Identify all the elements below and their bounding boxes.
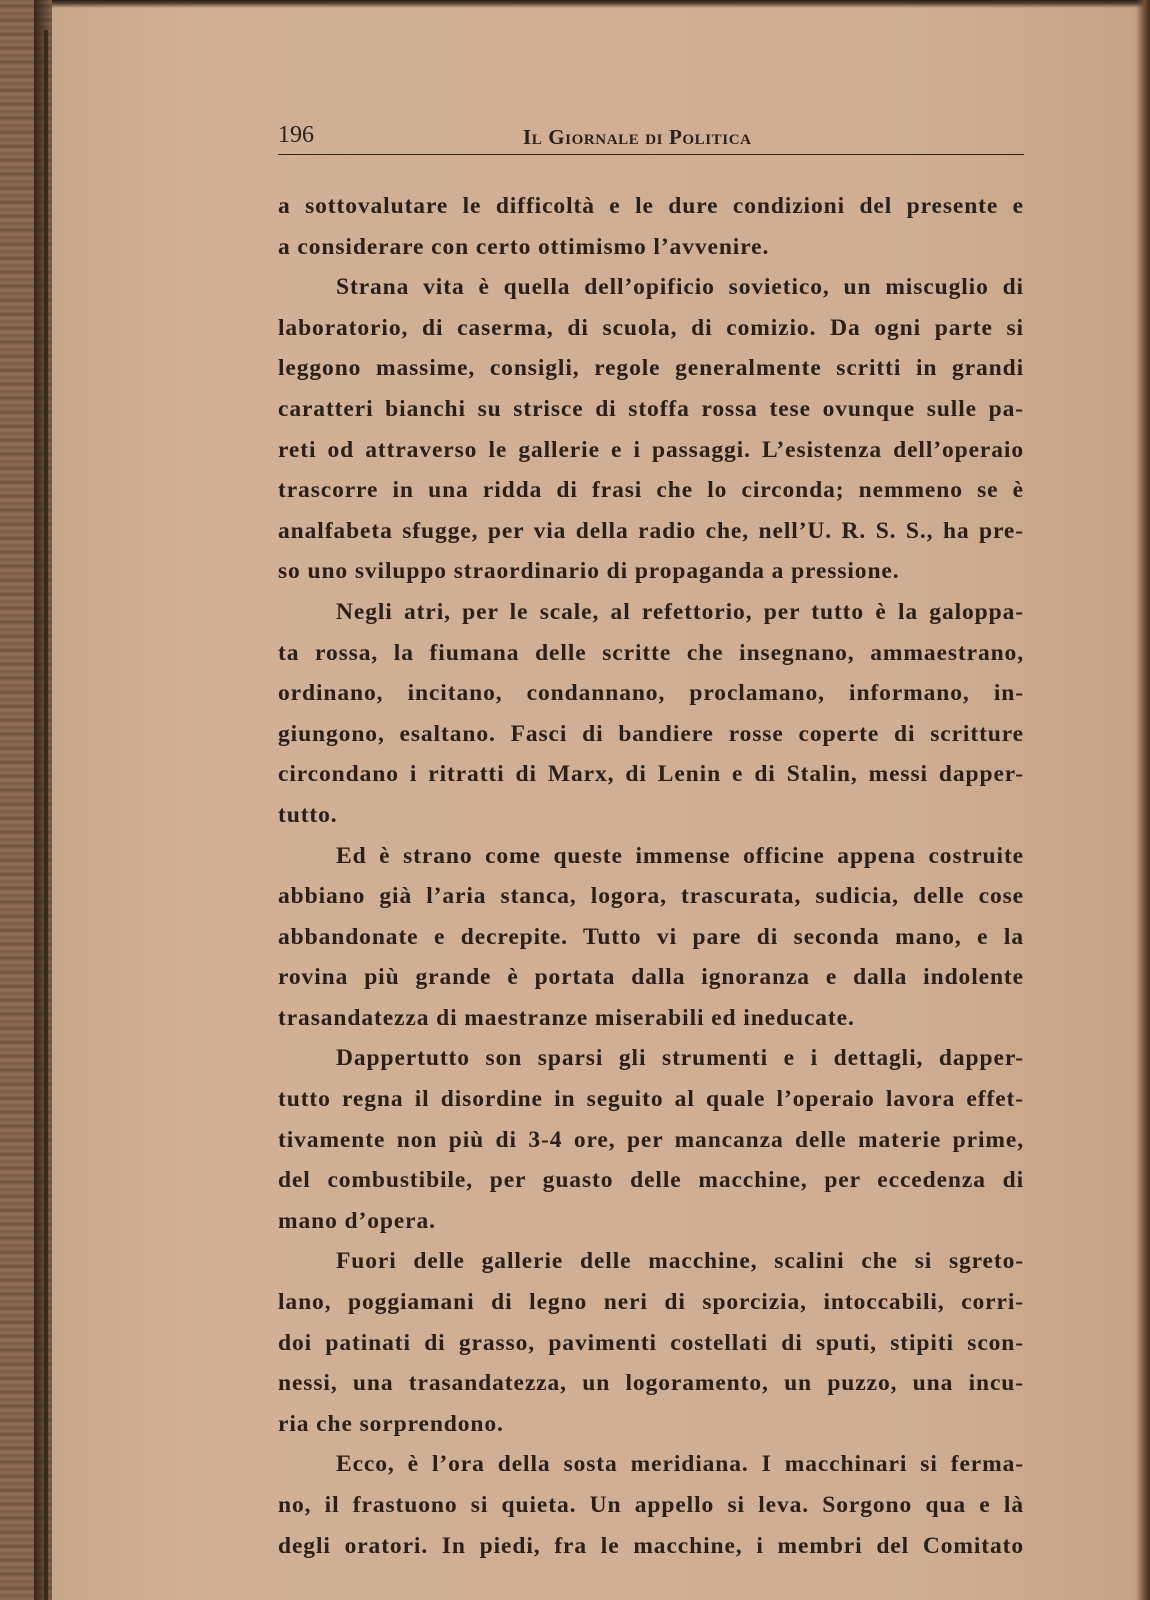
text-line: tivamente non più di 3-4 ore, per mancanza delle materie prime, (278, 1126, 1024, 1153)
paragraph-first-line: Fuori delle gallerie delle macchine, scalini che si sgreto- (336, 1248, 1024, 1275)
text-line: doi patinati di grasso, pavimenti costellati di sputi, stipiti scon- (278, 1329, 1024, 1356)
text-line: so uno sviluppo straordinario di propaganda a pressione. (278, 558, 900, 585)
text-line: lano, poggiamani di legno neri di sporcizia, intoccabili, corri- (278, 1289, 1024, 1316)
binding-shadow (34, 0, 52, 1600)
text-line: trascorre in una ridda di frasi che lo circonda; nemmeno se è (278, 477, 1024, 504)
paragraph-first-line: Negli atri, per le scale, al refettorio, per tutto è la galoppa- (336, 598, 1024, 625)
body-text (278, 186, 1024, 1566)
text-line: no, il frastuono si quieta. Un appello si leva. Sorgono qua e là (278, 1492, 1024, 1518)
text-line: abbandonate e decrepite. Tutto vi pare di seconda mano, e la (278, 923, 1024, 950)
paragraph-first-line: Ecco, è l’ora della sosta meridiana. I macchinari si ferma- (336, 1451, 1024, 1478)
binding-gutter (44, 30, 48, 1600)
text-line: ria che sorprendono. (278, 1410, 504, 1437)
paragraph-first-line: Ed è strano come queste immense officine appena costruite (336, 842, 1024, 869)
text-line: leggono massime, consigli, regole generalmente scritti in grandi (278, 355, 1024, 382)
text-line: giungono, esaltano. Fasci di bandiere rosse coperte di scritture (278, 720, 1024, 747)
text-line: rovina più grande è portata dalla ignoranza e dalla indolente (278, 964, 1024, 991)
text-line: caratteri bianchi su strisce di stoffa rossa tese ovunque sulle pa- (278, 395, 1024, 422)
text-line: circondano i ritratti di Marx, di Lenin e di Stalin, messi dapper- (278, 761, 1024, 788)
page-right-edge (1136, 0, 1150, 1600)
page-header (278, 120, 1024, 155)
text-line: ta rossa, la fiumana delle scritte che insegnano, ammaestrano, (278, 639, 1024, 666)
text-line: analfabeta sfugge, per via della radio che, nell’U. R. S. S., ha pre- (278, 517, 1024, 544)
text-line: a considerare con certo ottimismo l’avvenire. (278, 233, 770, 260)
text-line: abbiano già l’aria stanca, logora, trascurata, sudicia, delle cose (278, 883, 1024, 910)
running-title: Il Giornale di Politica (523, 125, 752, 149)
top-edge (0, 0, 1150, 8)
paragraph-first-line: Strana vita è quella dell’opificio sovietico, un miscuglio di (336, 274, 1024, 301)
text-line: laboratorio, di caserma, di scuola, di comizio. Da ogni parte si (278, 314, 1024, 341)
text-line: del combustibile, per guasto delle macchine, per eccedenza di (278, 1167, 1024, 1194)
text-line: tutto regna il disordine in seguito al quale l’operaio lavora effet- (278, 1086, 1024, 1113)
text-line: tutto. (278, 801, 338, 828)
text-line: reti od attraverso le gallerie e i passaggi. L’esistenza dell’operaio (278, 436, 1024, 463)
text-line: a sottovalutare le difficoltà e le dure condizioni del presente e (278, 193, 1024, 219)
text-line: nessi, una trasandatezza, un logoramento, un puzzo, una incu- (278, 1370, 1024, 1397)
page-number: 196 (278, 122, 314, 148)
text-line: ordinano, incitano, condannano, proclamano, informano, in- (278, 680, 1024, 707)
paragraph-first-line: Dappertutto son sparsi gli strumenti e i dettagli, dapper- (336, 1045, 1024, 1072)
text-line: trasandatezza di maestranze miserabili ed ineducate. (278, 1004, 855, 1031)
text-line: degli oratori. In piedi, fra le macchine, i membri del Comitato (278, 1532, 1024, 1559)
text-line: mano d’opera. (278, 1207, 436, 1234)
